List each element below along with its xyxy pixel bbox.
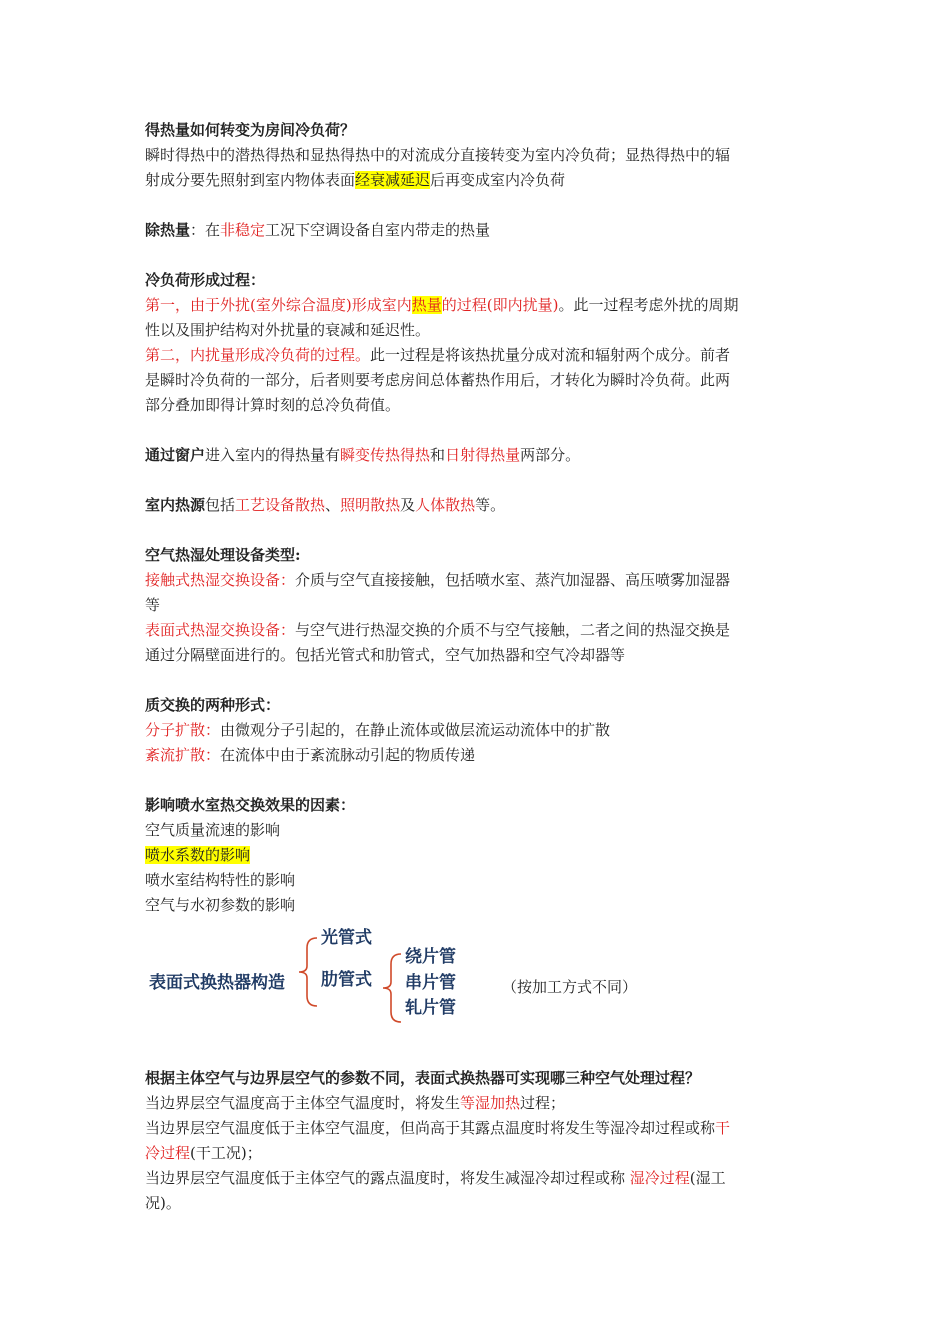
section-air-processes: [145, 1066, 813, 1216]
list-item: 喷水室结构特性的影响: [145, 871, 296, 889]
text: 过程；: [520, 1094, 566, 1112]
text: ：在: [190, 221, 221, 239]
section-spray-factors: [145, 793, 813, 918]
paragraph-line: [145, 218, 813, 243]
red-text: 第二，内扰量形成冷负荷的过程。: [145, 346, 371, 364]
paragraph-line: [145, 618, 813, 643]
list-item: 空气与水初参数的影响: [145, 896, 296, 914]
text: (干工况)；: [190, 1144, 262, 1162]
text: 。此一过程考虑外扰的周期: [558, 296, 739, 314]
paragraph-line: 瞬时得热中的潜热得热和显热得热中的对流成分直接转变为室内冷负荷；显热得热中的辐: [145, 146, 731, 164]
paragraph-line: [145, 718, 813, 743]
paragraph-line: [145, 443, 813, 468]
text: 当边界层空气温度低于主体空气的露点温度时，将发生减湿冷却过程或称: [145, 1169, 630, 1187]
paragraph-line: [145, 293, 813, 318]
highlighted-text: 热量: [411, 296, 442, 314]
red-text: 工艺设备散热: [235, 496, 326, 514]
section-title: 根据主体空气与边界层空气的参数不同，表面式换热器可实现哪三种空气处理过程？: [145, 1069, 701, 1087]
red-text: 紊流扩散：: [145, 746, 221, 764]
text: 介质与空气直接接触，包括喷水室、蒸汽加湿器、高压喷雾加湿器: [295, 571, 731, 589]
red-text: 的过程(即内扰量): [441, 296, 559, 314]
section-heat-to-load: [145, 118, 813, 193]
section-heat-removal: [145, 218, 813, 243]
paragraph-line: [145, 1091, 813, 1116]
red-text: 分子扩散：: [145, 721, 221, 739]
section-title: 冷负荷形成过程：: [145, 271, 266, 289]
red-text: 接触式热湿交换设备：: [145, 571, 296, 589]
text: 及: [400, 496, 416, 514]
paragraph-line: 通过分隔壁面进行的。包括光管式和肋管式，空气加热器和空气冷却器等: [145, 646, 626, 664]
text: 射成分要先照射到室内物体表面: [145, 171, 356, 189]
paragraph-line: 是瞬时冷负荷的一部分，后者则要考虑房间总体蓄热作用后，才转化为瞬时冷负荷。此两: [145, 371, 731, 389]
section-title: 影响喷水室热交换效果的因素：: [145, 796, 356, 814]
text: 在流体中由于紊流脉动引起的物质传递: [220, 746, 476, 764]
diagram-leaf: 绕片管: [405, 947, 456, 967]
term: 室内热源: [145, 496, 206, 514]
text: (湿工: [689, 1169, 726, 1187]
highlighted-text: 喷水系数的影响: [145, 846, 251, 864]
text: 包括: [205, 496, 236, 514]
paragraph-line: 况)。: [145, 1194, 181, 1212]
red-text: 湿冷过程: [629, 1169, 690, 1187]
red-text: 干: [715, 1119, 731, 1137]
section-indoor-heat-source: [145, 493, 813, 518]
red-text: 表面式热湿交换设备：: [145, 621, 296, 639]
diagram-branch: 光管式: [321, 928, 372, 948]
paragraph-line: [145, 568, 813, 593]
red-text: 照明散热: [340, 496, 401, 514]
section-mass-transfer: [145, 693, 813, 768]
section-title: 质交换的两种形式：: [145, 696, 281, 714]
paragraph-line: [145, 493, 813, 518]
diagram-root: 表面式换热器构造: [149, 973, 285, 993]
list-item: 空气质量流速的影响: [145, 821, 281, 839]
paragraph-line: [145, 1166, 813, 1191]
paragraph-line: 部分叠加即得计算时刻的总冷负荷值。: [145, 396, 401, 414]
document-page: [145, 118, 813, 1216]
text: 由微观分子引起的，在静止流体或做层流运动流体中的扩散: [220, 721, 611, 739]
text: 当边界层空气温度低于主体空气温度，但尚高于其露点温度时将发生等湿冷却过程或称: [145, 1119, 716, 1137]
red-text: 冷过程: [145, 1144, 191, 1162]
section-cooling-load-process: [145, 268, 813, 418]
heat-exchanger-structure-diagram: [145, 924, 813, 1034]
section-title: 得热量如何转变为房间冷负荷？: [145, 121, 356, 139]
text: 此一过程是将该热扰量分成对流和辐射两个成分。前者: [370, 346, 731, 364]
red-text: 第一，由于外扰(室外综合温度)形成室内: [145, 296, 412, 314]
text: 当边界层空气温度高于主体空气温度时，将发生: [145, 1094, 461, 1112]
brace-icon: [377, 952, 407, 1024]
red-text: 日射得热量: [445, 446, 521, 464]
paragraph-line: [145, 343, 813, 368]
paragraph-line: 性以及围护结构对外扰量的衰减和延迟性。: [145, 321, 431, 339]
text: 和: [430, 446, 446, 464]
text: 、: [325, 496, 341, 514]
text: 进入室内的得热量有: [205, 446, 341, 464]
paragraph-line: [145, 1116, 813, 1141]
text: 等。: [475, 496, 506, 514]
red-text: 人体散热: [415, 496, 476, 514]
section-equipment-types: [145, 543, 813, 668]
diagram-note: （按加工方式不同）: [502, 978, 638, 996]
text: 后再变成室内冷负荷: [430, 171, 566, 189]
text: 与空气进行热湿交换的介质不与空气接触，二者之间的热湿交换是: [295, 621, 731, 639]
text: 两部分。: [520, 446, 581, 464]
highlighted-text: 经衰减延迟: [355, 171, 431, 189]
diagram-leaf: 轧片管: [405, 998, 456, 1018]
diagram-leaf: 串片管: [405, 973, 456, 993]
red-text: 非稳定: [220, 221, 266, 239]
section-window-heat: [145, 443, 813, 468]
red-text: 瞬变传热得热: [340, 446, 431, 464]
paragraph-line: [145, 1141, 813, 1166]
list-item: [145, 843, 813, 868]
text: 工况下空调设备自室内带走的热量: [265, 221, 491, 239]
paragraph-line: [145, 168, 813, 193]
paragraph-line: 等: [145, 596, 161, 614]
section-title: 空气热湿处理设备类型:: [145, 546, 301, 564]
paragraph-line: [145, 743, 813, 768]
diagram-branch: 肋管式: [321, 970, 372, 990]
red-text: 等湿加热: [460, 1094, 521, 1112]
term: 除热量: [145, 221, 191, 239]
term: 通过窗户: [145, 446, 206, 464]
